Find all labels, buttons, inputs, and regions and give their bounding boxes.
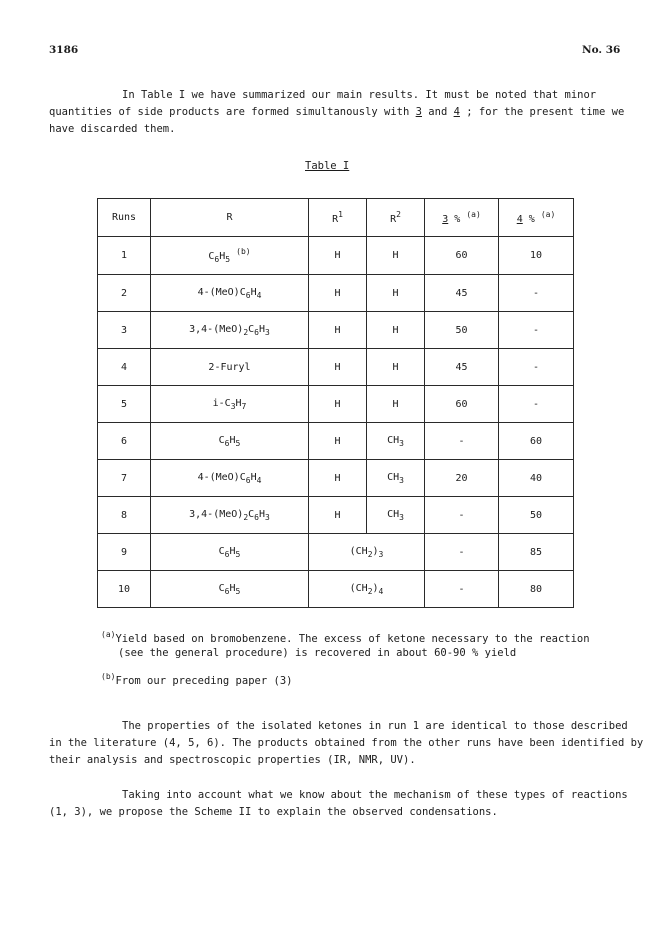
table-row bbox=[98, 237, 574, 275]
table-row bbox=[98, 497, 574, 534]
table-row bbox=[98, 571, 574, 608]
cell-r1: H bbox=[309, 275, 367, 312]
cell-yield-3: - bbox=[425, 534, 499, 571]
cell-r1: H bbox=[309, 237, 367, 275]
cell-run: 9 bbox=[98, 534, 151, 571]
header-r: R bbox=[151, 199, 309, 237]
intro-line-1: In Table I we have summarized our main results. It must be noted that minor bbox=[122, 89, 597, 101]
cell-r: $i-C_3H_7$ bbox=[151, 386, 309, 423]
cell-yield-4: 80 bbox=[499, 571, 574, 608]
footnote-a-cont: (see the general procedure) is recovered in about 60-90 % yield bbox=[118, 647, 517, 659]
cell-r1-r2: $(CH_2)_3$ bbox=[309, 534, 425, 571]
intro-line-2: quantities of side products are formed simultanously with 3 and 4 ; for the present time we bbox=[49, 106, 625, 118]
cell-r2: $CH_3$ bbox=[367, 497, 425, 534]
page-number: 3186 bbox=[49, 44, 79, 56]
cell-r1: H bbox=[309, 423, 367, 460]
cell-r2: H bbox=[367, 386, 425, 423]
header-r2: $R^2$ bbox=[367, 199, 425, 237]
cell-r2: H bbox=[367, 275, 425, 312]
cell-yield-3: - bbox=[425, 497, 499, 534]
cell-yield-4: 40 bbox=[499, 460, 574, 497]
table-caption: Table I bbox=[305, 160, 350, 172]
header-runs: Runs bbox=[98, 199, 151, 237]
footnote-a: $^{(a)}$Yield based on bromobenzene. The excess of ketone necessary to the reaction bbox=[101, 630, 590, 645]
cell-run: 8 bbox=[98, 497, 151, 534]
cell-run: 1 bbox=[98, 237, 151, 275]
cell-yield-4: - bbox=[499, 386, 574, 423]
cell-r: $4-(MeO)C_6H_4$ bbox=[151, 275, 309, 312]
cell-yield-4: 85 bbox=[499, 534, 574, 571]
cell-r: $C_6H_5$ bbox=[151, 571, 309, 608]
header-yield-4: 4 % $^{(a)}$ bbox=[499, 199, 574, 237]
cell-yield-4: - bbox=[499, 349, 574, 386]
cell-yield-3: 60 bbox=[425, 237, 499, 275]
cell-r1: H bbox=[309, 497, 367, 534]
cell-yield-4: 60 bbox=[499, 423, 574, 460]
cell-run: 10 bbox=[98, 571, 151, 608]
header-r1: $R^1$ bbox=[309, 199, 367, 237]
para3-line-2: (1, 3), we propose the Scheme II to explain the observed condensations. bbox=[49, 806, 498, 818]
cell-r1: H bbox=[309, 349, 367, 386]
intro-line-3: have discarded them. bbox=[49, 123, 176, 135]
cell-run: 6 bbox=[98, 423, 151, 460]
cell-run: 5 bbox=[98, 386, 151, 423]
cell-yield-4: - bbox=[499, 275, 574, 312]
cell-r2: $CH_3$ bbox=[367, 423, 425, 460]
cell-run: 4 bbox=[98, 349, 151, 386]
cell-yield-3: 50 bbox=[425, 312, 499, 349]
cell-r2: $CH_3$ bbox=[367, 460, 425, 497]
table-row bbox=[98, 312, 574, 349]
table-row bbox=[98, 349, 574, 386]
cell-run: 2 bbox=[98, 275, 151, 312]
table-row bbox=[98, 534, 574, 571]
para2-line-1: The properties of the isolated ketones in run 1 are identical to those described bbox=[122, 720, 628, 732]
cell-r2: H bbox=[367, 312, 425, 349]
table-row bbox=[98, 275, 574, 312]
cell-r: $C_6H_5$ bbox=[151, 423, 309, 460]
footnote-b: $^{(b)}$From our preceding paper (3) bbox=[101, 672, 293, 687]
cell-yield-4: - bbox=[499, 312, 574, 349]
table-row bbox=[98, 386, 574, 423]
cell-yield-3: - bbox=[425, 423, 499, 460]
cell-yield-3: - bbox=[425, 571, 499, 608]
cell-r: $4-(MeO)C_6H_4$ bbox=[151, 460, 309, 497]
cell-run: 7 bbox=[98, 460, 151, 497]
cell-yield-4: 10 bbox=[499, 237, 574, 275]
cell-r1-r2: $(CH_2)_4$ bbox=[309, 571, 425, 608]
cell-yield-3: 20 bbox=[425, 460, 499, 497]
cell-r: 2-Furyl bbox=[151, 349, 309, 386]
cell-r: $3,4-(MeO)_2C_6H_3$ bbox=[151, 312, 309, 349]
cell-r: $3,4-(MeO)_2C_6H_3$ bbox=[151, 497, 309, 534]
cell-yield-4: 50 bbox=[499, 497, 574, 534]
cell-r: $C_6H_5$ bbox=[151, 534, 309, 571]
table-header-row bbox=[98, 199, 574, 237]
para2-line-3: their analysis and spectroscopic properties (IR, NMR, UV). bbox=[49, 754, 416, 766]
cell-run: 3 bbox=[98, 312, 151, 349]
cell-yield-3: 45 bbox=[425, 275, 499, 312]
issue-number: No. 36 bbox=[582, 44, 621, 56]
cell-r1: H bbox=[309, 460, 367, 497]
cell-r2: H bbox=[367, 349, 425, 386]
cell-r1: H bbox=[309, 386, 367, 423]
cell-r1: H bbox=[309, 312, 367, 349]
results-table bbox=[97, 198, 574, 608]
para2-line-2: in the literature (4, 5, 6). The products obtained from the other runs have been identified by bbox=[49, 737, 644, 749]
cell-yield-3: 45 bbox=[425, 349, 499, 386]
cell-yield-3: 60 bbox=[425, 386, 499, 423]
table-row bbox=[98, 460, 574, 497]
cell-r2: H bbox=[367, 237, 425, 275]
para3-line-1: Taking into account what we know about the mechanism of these types of reactions bbox=[122, 789, 628, 801]
cell-r: $C_6H_5$ $^{(b)}$ bbox=[151, 237, 309, 275]
header-yield-3: 3 % $^{(a)}$ bbox=[425, 199, 499, 237]
table-row bbox=[98, 423, 574, 460]
